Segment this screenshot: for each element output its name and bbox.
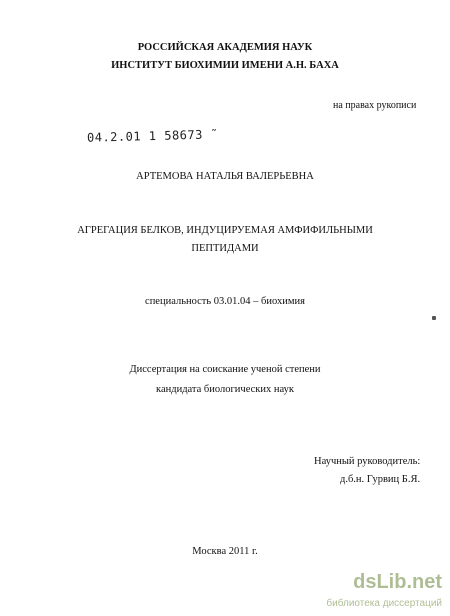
academy-heading: РОССИЙСКАЯ АКАДЕМИЯ НАУК bbox=[137, 42, 313, 53]
supervisor-name: д.б.н. Гурвиц Б.Я. bbox=[340, 474, 421, 485]
author-name: АРТЕМОВА НАТАЛЬЯ ВАЛЕРЬЕВНА bbox=[136, 171, 314, 182]
supervisor-label: Научный руководитель: bbox=[314, 456, 421, 467]
degree-line-2: кандидата биологических наук bbox=[156, 384, 294, 395]
specialty-line: специальность 03.01.04 – биохимия bbox=[145, 296, 305, 307]
watermark-brand: dsLib.net bbox=[353, 571, 442, 593]
rights-note: на правах рукописи bbox=[333, 100, 417, 111]
watermark-subtitle: библиотека диссертаций bbox=[326, 598, 442, 609]
institute-heading: ИНСТИТУТ БИОХИМИИ ИМЕНИ А.Н. БАХА bbox=[111, 60, 339, 71]
dissertation-title-line-2: ПЕПТИДАМИ bbox=[191, 243, 259, 254]
place-year: Москва 2011 г. bbox=[192, 546, 258, 557]
dissertation-title-line-1: АГРЕГАЦИЯ БЕЛКОВ, ИНДУЦИРУЕМАЯ АМФИФИЛЬНЫМИ bbox=[77, 225, 373, 236]
degree-line-1: Диссертация на соискание ученой степени bbox=[129, 364, 321, 375]
library-stamp-number: 04.2.01 1 58673 ˜ bbox=[86, 127, 219, 145]
watermark-logo[interactable] bbox=[326, 571, 446, 615]
scan-speck bbox=[432, 316, 436, 320]
